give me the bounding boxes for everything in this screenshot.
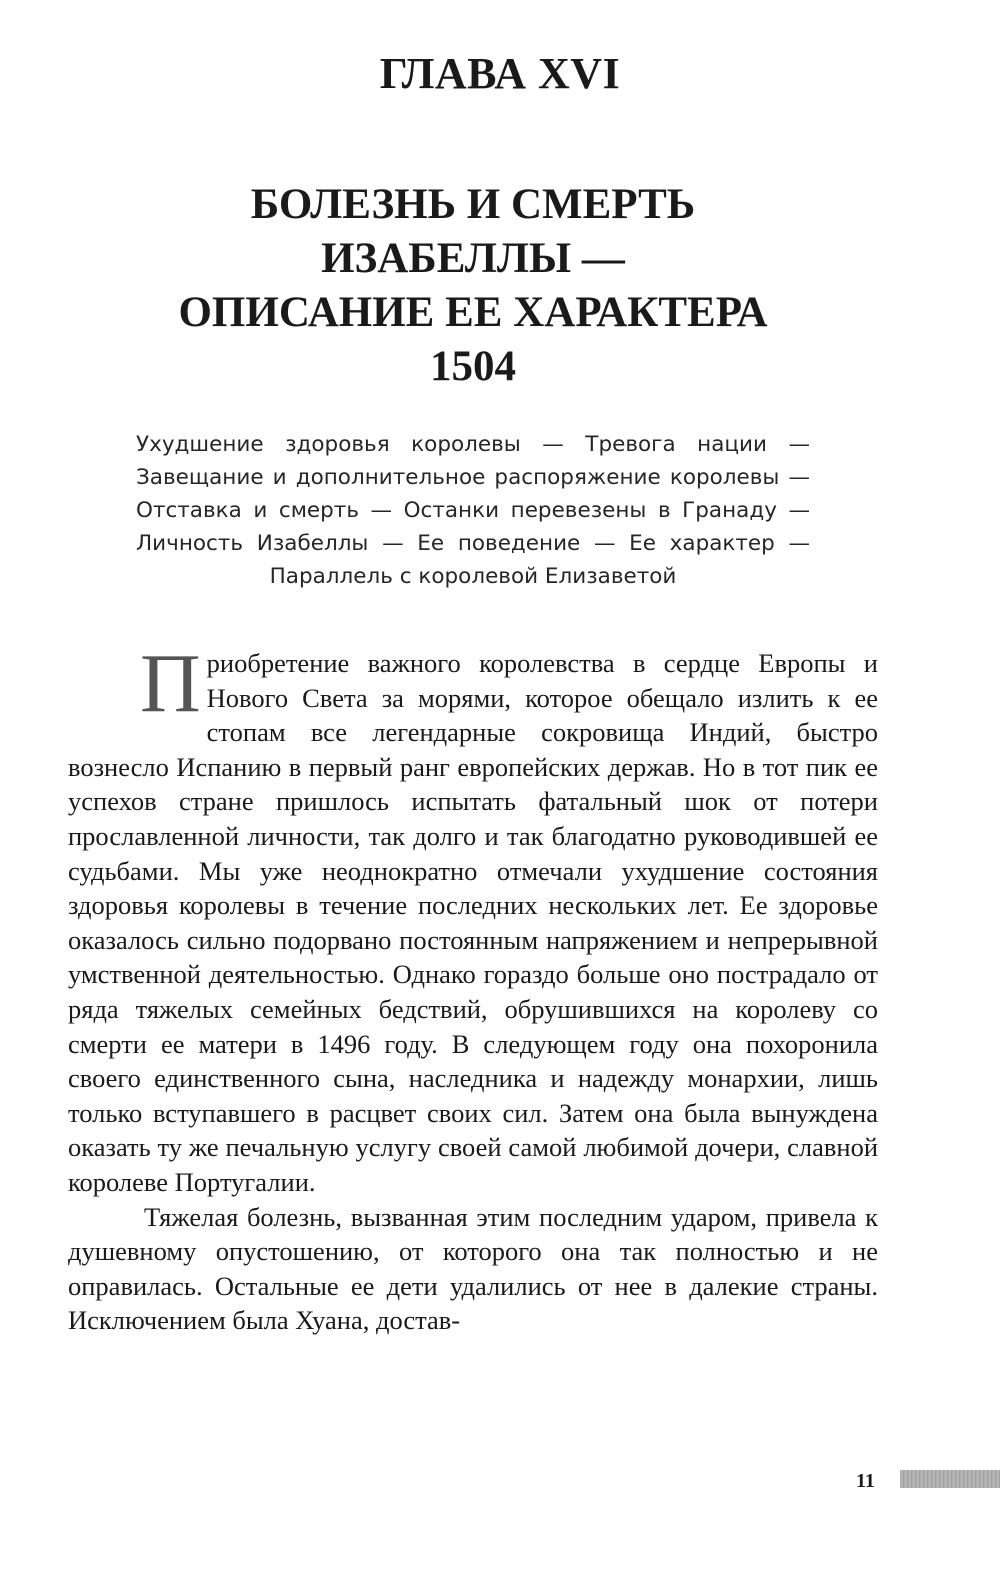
body-text bbox=[68, 637, 878, 1338]
chapter-label: ГЛАВА XVI bbox=[379, 49, 621, 98]
paragraph-1 bbox=[68, 637, 878, 1200]
paragraph-1-text: риобретение важного королевства в сердце Европы и Нового Света за морями, которое обещало излить к ее стопам все легендарные сокровища Индий, быстро вознесло Испанию в первый ранг европейских держав. Но в тот пик ее успехов стране пришлось испытать фатальный шок от потери прославленной личности, так долго и так благодатно руководившей ее судьбами. Мы уже неоднократно отмечали ухудшение состояния здоровья королевы в течение последних нескольких лет. Ее здоровье оказалось сильно подорвано постоянным напряжением и непрерывной умственной деятельностью. Однако гораздо больше оно пострадало от ряда тяжелых семейных бедствий, обрушившихся на королеву со смерти ее матери в 1496 году. В следующем году она похоронила своего единственного сына, наследника и надежду монархии, лишь только вступавшего в расцвет своих сил. Затем она была вынуждена оказать ту же печальную услугу своей самой любимой дочери, славной королеве Португалии. bbox=[68, 648, 878, 1197]
chapter-title-line: ОПИСАНИЕ ЕЕ ХАРАКТЕРА bbox=[178, 289, 768, 336]
chapter-title-line: БОЛЕЗНЬ И СМЕРТЬ bbox=[250, 181, 696, 228]
paragraph-2: Тяжелая болезнь, вызванная этим последним ударом, привела к душевному опустошению, от которого она так полностью и не оправилась. Остальные ее дети удалились от нее в далекие страны. Исключением была Хуана, достав- bbox=[68, 1201, 878, 1336]
chapter-title bbox=[100, 178, 846, 394]
page-number: 11 bbox=[856, 1470, 875, 1492]
chapter-title-line: ИЗАБЕЛЛЫ — bbox=[321, 235, 625, 282]
chapter-summary: Ухудшение здоровья королевы — Тревога нации — Завещание и дополнительное распоряжение королевы — Отставка и смерть — Останки перевезены в Гранаду — Личность Изабеллы — Ее поведение — Ее характер — Параллель с королевой Елизаветой bbox=[136, 432, 810, 589]
chapter-title-year: 1504 bbox=[430, 343, 516, 390]
drop-cap: П bbox=[140, 637, 201, 730]
page-edge-tab bbox=[900, 1470, 1000, 1488]
